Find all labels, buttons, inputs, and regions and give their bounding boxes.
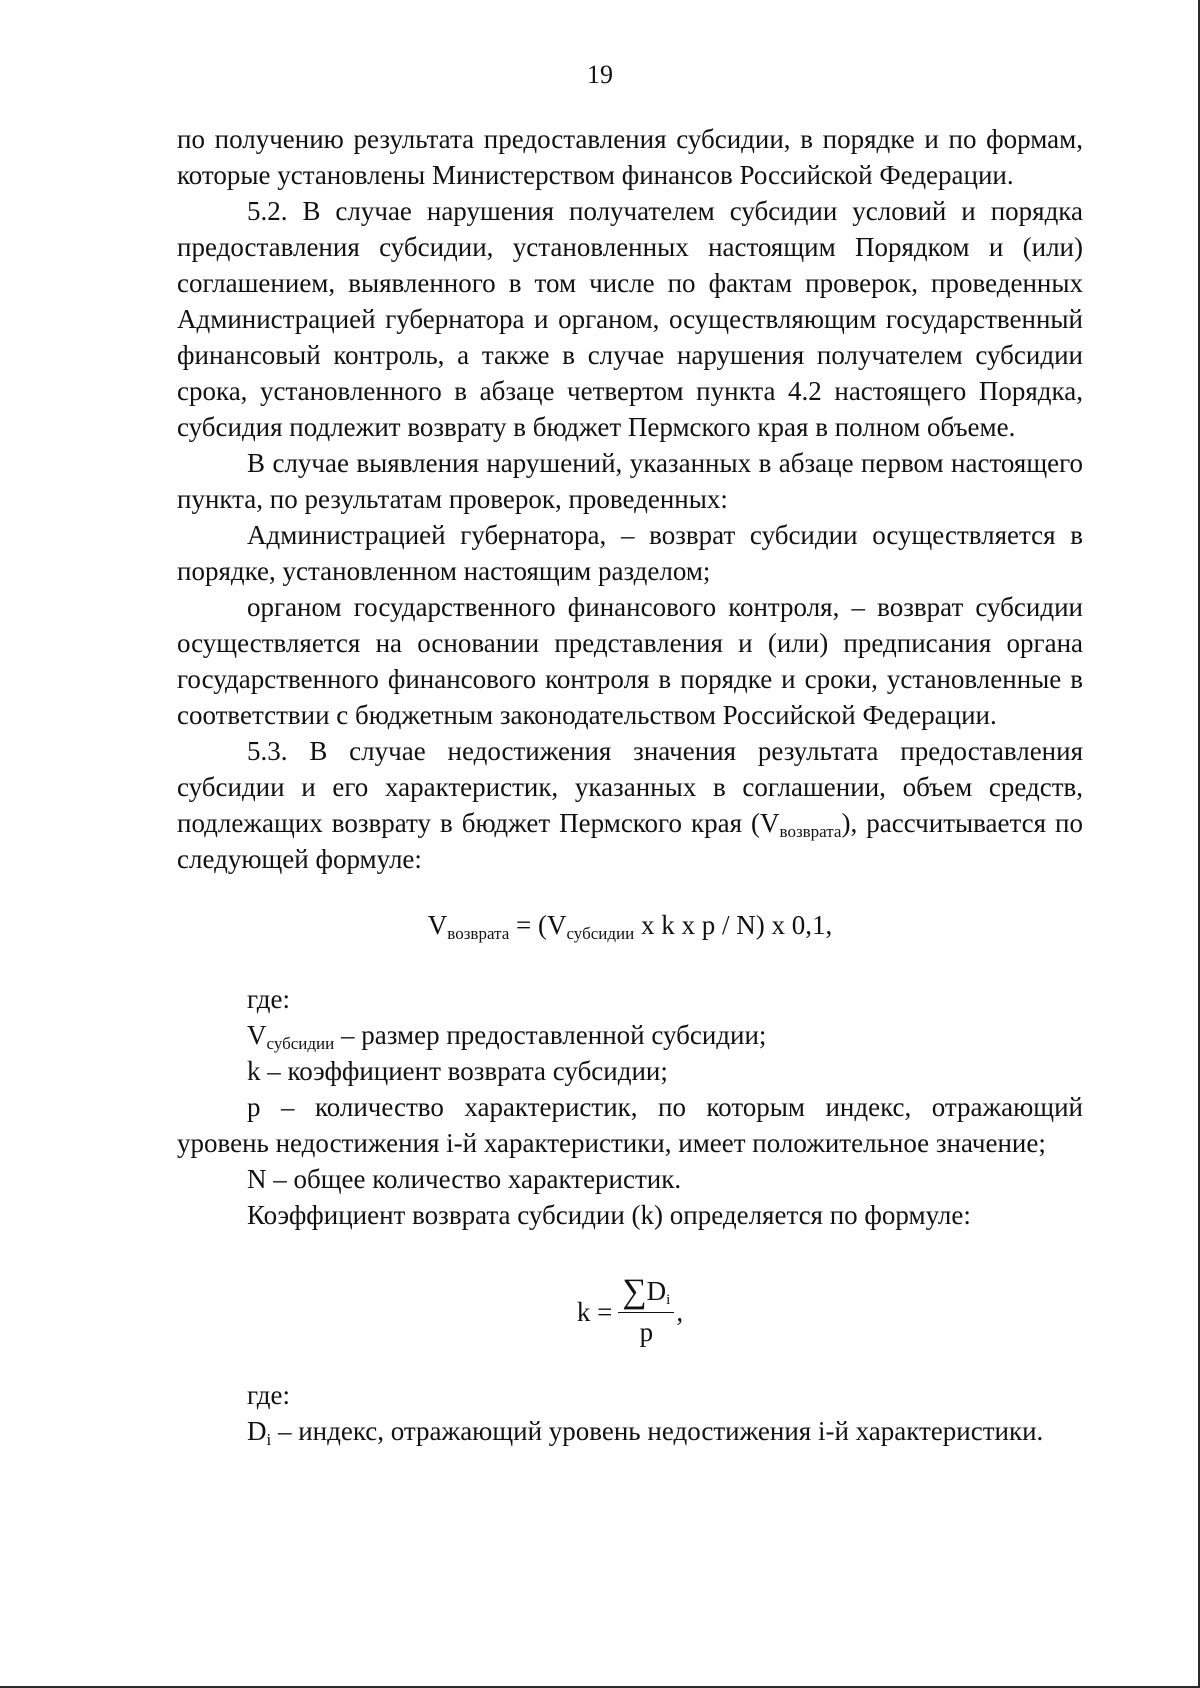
paragraph-5-3 bbox=[177, 733, 1083, 877]
formula-v: V bbox=[427, 910, 448, 940]
definition-v-symbol: V bbox=[247, 1020, 267, 1050]
fraction-denominator: p bbox=[639, 1317, 654, 1347]
coefficient-intro: Коэффициент возврата субсидии (k) определяется по формуле: bbox=[247, 1200, 971, 1230]
formula-rest: x k x p / N) x 0,1, bbox=[634, 910, 833, 940]
definition-k: k – коэффициент возврата субсидии; bbox=[247, 1056, 668, 1086]
definition-d-text: – индекс, отражающий уровень недостижения i-й характеристики. bbox=[271, 1416, 1044, 1446]
definition-p: p – количество характеристик, по которым индекс, отражающий уровень недостижения i-й характеристики, имеет положительное значение; bbox=[177, 1092, 1083, 1158]
paragraph-continuation: по получению результата предоставления субсидии, в порядке и по формам, которые установлены Министерством финансов Российской Федерации. bbox=[177, 124, 1083, 190]
paragraph-5-2: 5.2. В случае нарушения получателем субсидии условий и порядка предоставления субсидии, установленных настоящим Порядком и (или) соглашением, выявленного в том числе по фактам проверок, проведенных Администрацией губернатора и органом, осуществляющим государственный финансовый контроль, а также в случае нарушения получателем субсидии срока, установленного в абзаце четвертом пункта 4.2 настоящего Порядка, субсидия подлежит возврату в бюджет Пермского края в полном объеме. bbox=[177, 196, 1083, 442]
formula-sub-subsidy: субсидии bbox=[566, 924, 635, 943]
where-label: где: bbox=[247, 984, 290, 1014]
formula-eq-open: = (V bbox=[509, 910, 567, 940]
formula-comma: , bbox=[676, 1297, 684, 1327]
definition-v-text: – размер предоставленной субсидии; bbox=[334, 1020, 767, 1050]
where-label-2: где: bbox=[247, 1380, 290, 1410]
formula-sub-return: возврата bbox=[447, 924, 510, 943]
paragraph-5-3-subscript: возврата bbox=[779, 822, 842, 841]
paragraph-violations: В случае выявления нарушений, указанных в абзаце первом настоящего пункта, по результатам проверок, проведенных: bbox=[177, 448, 1083, 514]
numerator-d: D bbox=[646, 1276, 667, 1306]
coefficient-formula bbox=[177, 1273, 1083, 1351]
paragraph-administration: Администрацией губернатора, – возврат субсидии осуществляется в порядке, установленном настоящим разделом; bbox=[177, 520, 1083, 586]
paragraph-5-3-text-a: 5.3. В случае недостижения значения результата предоставления субсидии и его характеристик, указанных в соглашении, объем средств, подлежащих возврату в бюджет Пермского края (V bbox=[177, 736, 1083, 838]
paragraph-financial-control: органом государственного финансового контроля, – возврат субсидии осуществляется на основании представления и (или) предписания органа государственного финансового контроля в порядке и сроки, установленные в соответствии с бюджетным законодательством Российской Федерации. bbox=[177, 592, 1083, 730]
document-body bbox=[177, 121, 1083, 1449]
definition-d-subscript: i bbox=[266, 1430, 272, 1449]
definition-n: N – общее количество характеристик. bbox=[247, 1164, 682, 1194]
paragraph-5-3-text-b: ), рассчитывается по следующей формуле: bbox=[177, 808, 1084, 874]
fraction bbox=[618, 1273, 674, 1351]
numerator-subscript: i bbox=[666, 1292, 671, 1308]
definition-v-subsidy bbox=[177, 1017, 1083, 1053]
definition-d bbox=[177, 1413, 1083, 1449]
coefficient-lhs: k = bbox=[576, 1297, 613, 1327]
definition-d-symbol: D bbox=[247, 1416, 267, 1446]
sum-symbol: ∑ bbox=[622, 1273, 647, 1310]
definition-v-subscript: субсидии bbox=[266, 1034, 335, 1053]
return-formula bbox=[177, 907, 1083, 943]
fraction-numerator bbox=[618, 1273, 674, 1313]
page-number: 19 bbox=[587, 60, 613, 89]
